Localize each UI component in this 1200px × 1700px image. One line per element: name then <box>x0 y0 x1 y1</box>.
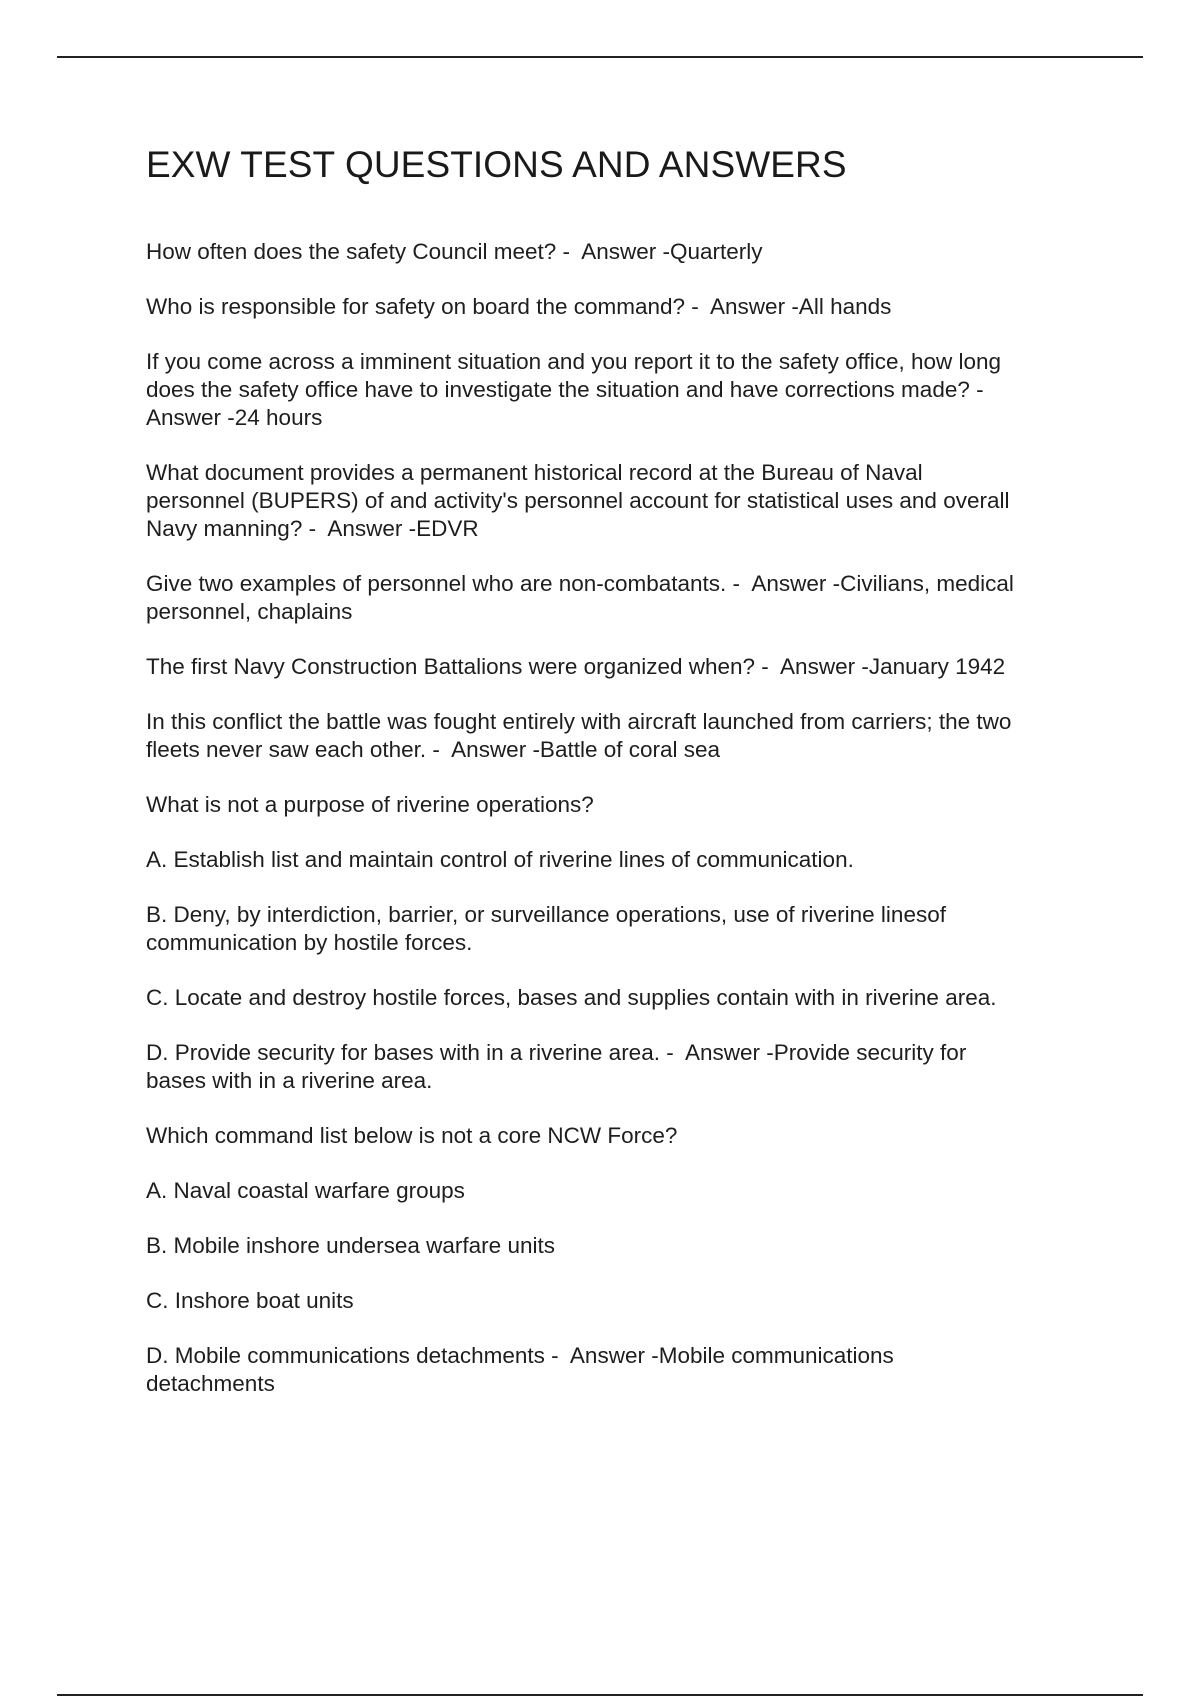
top-divider <box>57 56 1143 58</box>
qa-paragraph: Who is responsible for safety on board the command? - Answer -All hands <box>146 294 892 319</box>
question-paragraph: Which command list below is not a core NCW Force? <box>146 1123 678 1148</box>
option-paragraph: C. Locate and destroy hostile forces, bases and supplies contain with in riverine area. <box>146 985 997 1010</box>
qa-paragraph: If you come across a imminent situation and you report it to the safety office, how long does the safety office have to investigate the situation and have corrections made? - Answer -24 hours <box>146 349 1002 430</box>
option-paragraph: A. Naval coastal warfare groups <box>146 1178 465 1203</box>
option-paragraph: A. Establish list and maintain control of riverine lines of communication. <box>146 847 854 872</box>
question-paragraph: What is not a purpose of riverine operations? <box>146 792 594 817</box>
option-paragraph: B. Deny, by interdiction, barrier, or surveillance operations, use of riverine linesof communication by hostile forces. <box>146 902 946 955</box>
qa-paragraph: What document provides a permanent historical record at the Bureau of Naval personnel (BUPERS) of and activity's personnel account for statistical uses and overall Navy manning? - Answer -EDVR <box>146 460 1010 541</box>
option-paragraph: C. Inshore boat units <box>146 1288 354 1313</box>
qa-paragraph: The first Navy Construction Battalions were organized when? - Answer -January 1942 <box>146 654 1006 679</box>
qa-paragraph: Give two examples of personnel who are non-combatants. - Answer -Civilians, medical personnel, chaplains <box>146 571 1014 624</box>
page-title: EXW TEST QUESTIONS AND ANSWERS <box>146 144 847 185</box>
qa-paragraph: How often does the safety Council meet? - Answer -Quarterly <box>146 239 763 264</box>
document-body <box>146 140 1096 1425</box>
option-paragraph: B. Mobile inshore undersea warfare units <box>146 1233 555 1258</box>
qa-paragraph: In this conflict the battle was fought entirely with aircraft launched from carriers; the two fleets never saw each other. - Answer -Battle of coral sea <box>146 709 1012 762</box>
bottom-divider <box>57 1694 1143 1696</box>
option-answer-paragraph: D. Provide security for bases with in a riverine area. - Answer -Provide security for bases with in a riverine area. <box>146 1040 967 1093</box>
option-answer-paragraph: D. Mobile communications detachments - Answer -Mobile communications detachments <box>146 1343 894 1396</box>
